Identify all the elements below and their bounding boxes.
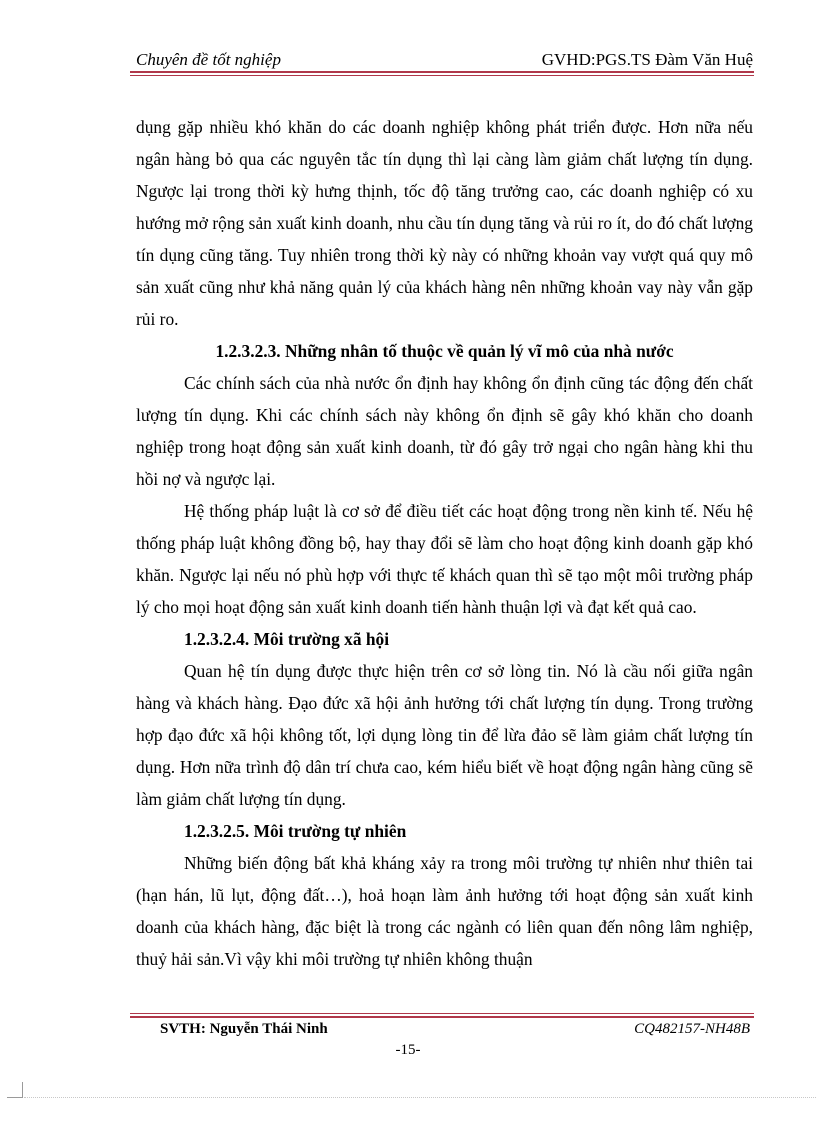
- header-title: Chuyên đề tốt nghiệp: [136, 50, 281, 69]
- page-break-line: [24, 1097, 816, 1098]
- footer-student-id: CQ482157-NH48B: [634, 1021, 750, 1037]
- section-heading-1-2-3-2-4: 1.2.3.2.4. Môi trường xã hội: [184, 629, 390, 649]
- paragraph-legal-system: Hệ thống pháp luật là cơ sở để điều tiết các hoạt động trong nền kinh tế. Nếu hệ thống pháp luật không đồng bộ, hay thay đổi sẽ làm cho hoạt động kinh doanh gặp khó khăn. Ngược lại nếu nó phù hợp với thực tế khách quan thì sẽ tạo một môi trường pháp lý cho mọi hoạt động sản xuất kinh doanh tiến hành thuận lợi và đạt kết quả cao.: [136, 501, 753, 617]
- header-supervisor: GVHD:PGS.TS Đàm Văn Huệ: [541, 50, 753, 69]
- crop-mark-icon: [7, 1082, 23, 1098]
- header-divider: [130, 71, 754, 76]
- footer-divider: [130, 1013, 754, 1018]
- footer-student: SVTH: Nguyễn Thái Ninh: [160, 1021, 328, 1037]
- paragraph-policy: Các chính sách của nhà nước ổn định hay không ổn định cũng tác động đến chất lượng tín dụng. Khi các chính sách này không ổn định sẽ gây khó khăn cho doanh nghiệp trong hoạt động sản xuất kinh doanh, từ đó gây trở ngại cho ngân hàng khi thu hồi nợ và ngược lại.: [136, 373, 753, 489]
- paragraph-natural-environment: Những biến động bất khả kháng xảy ra trong môi trường tự nhiên như thiên tai (hạn hán, lũ lụt, động đất…), hoả hoạn làm ảnh hưởng tới hoạt động sản xuất kinh doanh của khách hàng, đặc biệt là trong các ngành có liên quan đến nông lâm nghiệp, thuỷ hải sản.Vì vậy khi môi trường tự nhiên không thuận: [136, 853, 753, 969]
- section-heading-1-2-3-2-5: 1.2.3.2.5. Môi trường tự nhiên: [184, 821, 407, 841]
- section-heading-1-2-3-2-3: 1.2.3.2.3. Những nhân tố thuộc về quản lý vĩ mô của nhà nước: [215, 341, 674, 361]
- paragraph-social-environment: Quan hệ tín dụng được thực hiện trên cơ sở lòng tin. Nó là cầu nối giữa ngân hàng và khách hàng. Đạo đức xã hội ảnh hưởng tới chất lượng tín dụng. Trong trường hợp đạo đức xã hội không tốt, lợi dụng lòng tin để lừa đảo sẽ làm giảm chất lượng tín dụng. Hơn nữa trình độ dân trí chưa cao, kém hiểu biết về hoạt động ngân hàng cũng sẽ làm giảm chất lượng tín dụng.: [136, 661, 753, 809]
- page-number: -15-: [395, 1042, 421, 1058]
- paragraph-continuation: dụng gặp nhiều khó khăn do các doanh nghiệp không phát triển được. Hơn nữa nếu ngân hàng bỏ qua các nguyên tắc tín dụng thì lại càng làm giảm chất lượng tín dụng. Ngược lại trong thời kỳ hưng thịnh, tốc độ tăng trưởng cao, các doanh nghiệp có xu hướng mở rộng sản xuất kinh doanh, nhu cầu tín dụng tăng và rủi ro ít, do đó chất lượng tín dụng cũng tăng. Tuy nhiên trong thời kỳ này có những khoản vay vượt quá quy mô sản xuất cũng như khả năng quản lý của khách hàng nên những khoản vay này vẫn gặp rủi ro.: [136, 117, 753, 329]
- document-body: [136, 111, 753, 975]
